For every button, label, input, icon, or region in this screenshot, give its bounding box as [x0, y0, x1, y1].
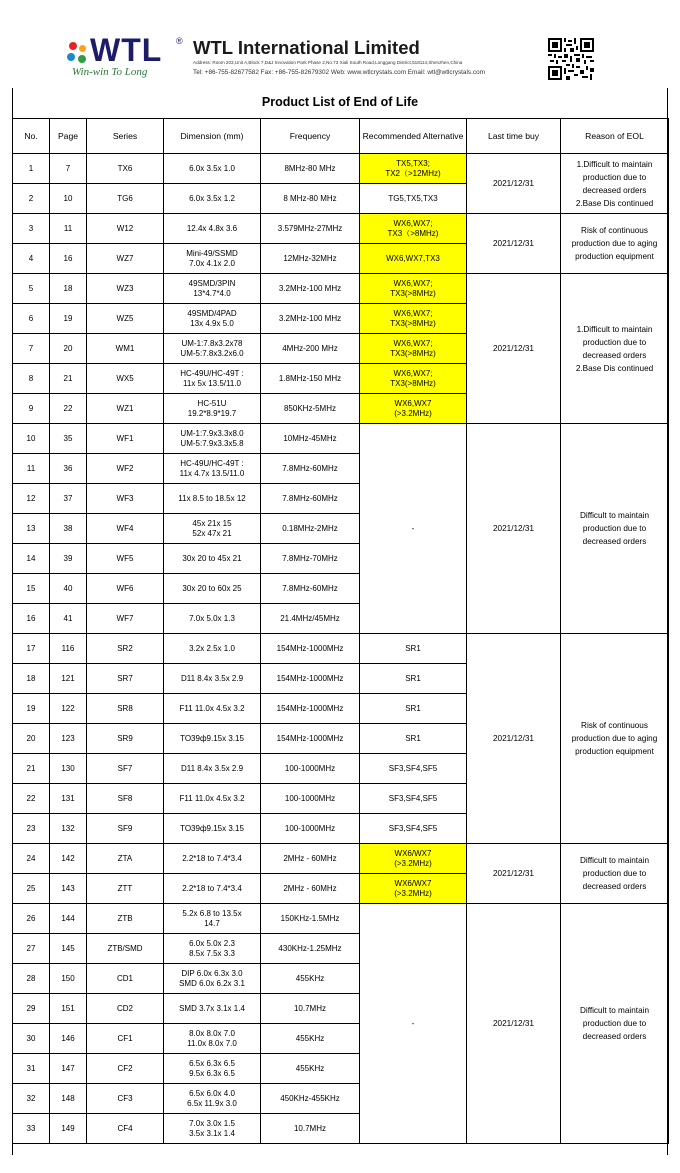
cell-dimension: 7.0x 5.0x 1.3: [164, 604, 261, 634]
cell-dimension: F11 11.0x 4.5x 3.2: [164, 694, 261, 724]
cell-page: 143: [50, 874, 87, 904]
cell-dimension: HC-49U/HC-49T : 11x 5x 13.5/11.0: [164, 364, 261, 394]
cell-dimension: 6.5x 6.0x 4.0 6.5x 11.9x 3.0: [164, 1084, 261, 1114]
cell-series: CD1: [87, 964, 164, 994]
cell-no: 4: [13, 244, 50, 274]
cell-page: 147: [50, 1054, 87, 1084]
cell-no: 19: [13, 694, 50, 724]
cell-page: 38: [50, 514, 87, 544]
cell-page: 149: [50, 1114, 87, 1144]
cell-reason-of-eol: Risk of continuous production due to aging production equipment: [561, 634, 669, 844]
table-row: [13, 214, 669, 244]
cell-dimension: UM-1:7.9x3.3x8.0 UM-5:7.9x3.3x5.8: [164, 424, 261, 454]
cell-frequency: 154MHz-1000MHz: [261, 694, 360, 724]
cell-no: 9: [13, 394, 50, 424]
cell-no: 32: [13, 1084, 50, 1114]
cell-no: 16: [13, 604, 50, 634]
cell-no: 12: [13, 484, 50, 514]
column-header-last-buy: Last time buy: [467, 119, 561, 154]
cell-dimension: SMD 3.7x 3.1x 1.4: [164, 994, 261, 1024]
cell-frequency: 7.8MHz-60MHz: [261, 574, 360, 604]
cell-no: 13: [13, 514, 50, 544]
cell-frequency: 0.18MHz-2MHz: [261, 514, 360, 544]
cell-page: 18: [50, 274, 87, 304]
cell-alternative: WX6,WX7; TX3(>8MHz): [360, 304, 467, 334]
cell-frequency: 8MHz-80 MHz: [261, 154, 360, 184]
table-row: [13, 274, 669, 304]
cell-dimension: 49SMD/3PIN 13*4.7*4.0: [164, 274, 261, 304]
cell-frequency: 100-1000MHz: [261, 754, 360, 784]
cell-no: 2: [13, 184, 50, 214]
cell-series: WF5: [87, 544, 164, 574]
wtl-logo: [66, 32, 186, 78]
cell-reason-of-eol: 1.Difficult to maintain production due to decreased orders 2.Base Dis continued: [561, 274, 669, 424]
cell-reason-of-eol: Risk of continuous production due to aging production equipment: [561, 214, 669, 274]
cell-no: 6: [13, 304, 50, 334]
cell-page: 21: [50, 364, 87, 394]
cell-series: CF4: [87, 1114, 164, 1144]
cell-frequency: 10.7MHz: [261, 1114, 360, 1144]
cell-frequency: 2MHz - 60MHz: [261, 844, 360, 874]
cell-page: 132: [50, 814, 87, 844]
cell-dimension: 12.4x 4.8x 3.6: [164, 214, 261, 244]
cell-page: 131: [50, 784, 87, 814]
table-row: [13, 424, 669, 454]
cell-frequency: 450KHz-455KHz: [261, 1084, 360, 1114]
cell-reason-of-eol: 1.Difficult to maintain production due to decreased orders 2.Base Dis continued: [561, 154, 669, 214]
company-contact: Tel: +86-755-82677582 Fax: +86-755-82679302 Web: www.wtlcrystals.com Email: wtl@wtlcrystals.com: [193, 69, 485, 76]
cell-page: 146: [50, 1024, 87, 1054]
cell-alternative: SR1: [360, 724, 467, 754]
cell-series: ZTT: [87, 874, 164, 904]
cell-series: WM1: [87, 334, 164, 364]
cell-frequency: 8 MHz-80 MHz: [261, 184, 360, 214]
cell-no: 11: [13, 454, 50, 484]
cell-alternative: SR1: [360, 664, 467, 694]
cell-page: 7: [50, 154, 87, 184]
cell-frequency: 10.7MHz: [261, 994, 360, 1024]
table-row: [13, 154, 669, 184]
cell-series: ZTA: [87, 844, 164, 874]
cell-reason-of-eol: Difficult to maintain production due to decreased orders: [561, 424, 669, 634]
cell-dimension: UM-1:7.8x3.2x78 UM-5:7.8x3.2x6.0: [164, 334, 261, 364]
column-header-reason: Reason of EOL: [561, 119, 669, 154]
cell-dimension: TO39ф9.15x 3.15: [164, 724, 261, 754]
cell-frequency: 430KHz-1.25MHz: [261, 934, 360, 964]
cell-no: 18: [13, 664, 50, 694]
cell-dimension: 6.5x 6.3x 6.5 9.5x 6.3x 6.5: [164, 1054, 261, 1084]
cell-no: 22: [13, 784, 50, 814]
cell-alternative: -: [360, 424, 467, 634]
cell-no: 20: [13, 724, 50, 754]
cell-no: 1: [13, 154, 50, 184]
cell-no: 30: [13, 1024, 50, 1054]
cell-no: 15: [13, 574, 50, 604]
cell-series: ZTB: [87, 904, 164, 934]
cell-no: 29: [13, 994, 50, 1024]
cell-dimension: 45x 21x 15 52x 47x 21: [164, 514, 261, 544]
cell-page: 22: [50, 394, 87, 424]
cell-page: 130: [50, 754, 87, 784]
cell-frequency: 850KHz-5MHz: [261, 394, 360, 424]
column-header-dimension: Dimension (mm): [164, 119, 261, 154]
cell-alternative: WX6,WX7; TX3(>8MHz): [360, 364, 467, 394]
page-title: Product List of End of Life: [261, 95, 419, 109]
cell-frequency: 3.2MHz-100 MHz: [261, 304, 360, 334]
cell-series: SR9: [87, 724, 164, 754]
cell-dimension: 11x 8.5 to 18.5x 12: [164, 484, 261, 514]
cell-series: SF9: [87, 814, 164, 844]
cell-no: 8: [13, 364, 50, 394]
cell-series: WZ7: [87, 244, 164, 274]
cell-alternative: SF3,SF4,SF5: [360, 814, 467, 844]
cell-dimension: 30x 20 to 45x 21: [164, 544, 261, 574]
cell-page: 151: [50, 994, 87, 1024]
cell-no: 24: [13, 844, 50, 874]
cell-series: WF3: [87, 484, 164, 514]
cell-page: 150: [50, 964, 87, 994]
cell-series: SF8: [87, 784, 164, 814]
cell-dimension: 5.2x 6.8 to 13.5x 14.7: [164, 904, 261, 934]
cell-series: SR7: [87, 664, 164, 694]
cell-page: 36: [50, 454, 87, 484]
column-header-no: No.: [13, 119, 50, 154]
cell-page: 35: [50, 424, 87, 454]
cell-series: WZ3: [87, 274, 164, 304]
cell-frequency: 150KHz-1.5MHz: [261, 904, 360, 934]
cell-frequency: 21.4MHz/45MHz: [261, 604, 360, 634]
cell-no: 7: [13, 334, 50, 364]
cell-series: WF6: [87, 574, 164, 604]
cell-no: 28: [13, 964, 50, 994]
cell-frequency: 1.8MHz-150 MHz: [261, 364, 360, 394]
cell-page: 142: [50, 844, 87, 874]
cell-series: WZ5: [87, 304, 164, 334]
cell-no: 25: [13, 874, 50, 904]
cell-page: 19: [50, 304, 87, 334]
cell-page: 123: [50, 724, 87, 754]
cell-alternative: WX6,WX7; TX3（>8MHz): [360, 214, 467, 244]
cell-dimension: 6.0x 5.0x 2.3 8.5x 7.5x 3.3: [164, 934, 261, 964]
cell-page: 144: [50, 904, 87, 934]
cell-last-time-buy: 2021/12/31: [467, 634, 561, 844]
cell-series: WX5: [87, 364, 164, 394]
cell-series: WF4: [87, 514, 164, 544]
cell-dimension: DIP 6.0x 6.3x 3.0 SMD 6.0x 6.2x 3.1: [164, 964, 261, 994]
document-header: [0, 0, 680, 88]
cell-frequency: 3.2MHz-100 MHz: [261, 274, 360, 304]
qr-code-icon: [548, 38, 594, 80]
cell-alternative: WX6,WX7,TX3: [360, 244, 467, 274]
cell-alternative: WX6,WX7; TX3(>8MHz): [360, 274, 467, 304]
cell-series: WF1: [87, 424, 164, 454]
table-row: [13, 844, 669, 874]
logo-text: WTL: [90, 32, 163, 68]
cell-alternative: SF3,SF4,SF5: [360, 754, 467, 784]
cell-last-time-buy: 2021/12/31: [467, 274, 561, 424]
cell-frequency: 455KHz: [261, 964, 360, 994]
cell-frequency: 2MHz - 60MHz: [261, 874, 360, 904]
column-header-series: Series: [87, 119, 164, 154]
cell-no: 26: [13, 904, 50, 934]
cell-frequency: 7.8MHz-60MHz: [261, 454, 360, 484]
cell-page: 122: [50, 694, 87, 724]
cell-series: CF1: [87, 1024, 164, 1054]
table-header-row: [13, 119, 669, 154]
cell-frequency: 455KHz: [261, 1024, 360, 1054]
cell-dimension: 2.2*18 to 7.4*3.4: [164, 874, 261, 904]
cell-no: 3: [13, 214, 50, 244]
cell-last-time-buy: 2021/12/31: [467, 904, 561, 1144]
cell-series: CD2: [87, 994, 164, 1024]
logo-registered-mark: ®: [176, 36, 183, 46]
cell-dimension: 6.0x 3.5x 1.0: [164, 154, 261, 184]
cell-page: 41: [50, 604, 87, 634]
logo-tagline: Win-win To Long: [72, 66, 148, 78]
cell-dimension: Mini-49/SSMD 7.0x 4.1x 2.0: [164, 244, 261, 274]
cell-reason-of-eol: Difficult to maintain production due to decreased orders: [561, 904, 669, 1144]
table-body: [13, 154, 669, 1144]
cell-alternative: WX6,WX7 (>3.2MHz): [360, 394, 467, 424]
cell-page: 116: [50, 634, 87, 664]
cell-reason-of-eol: Difficult to maintain production due to decreased orders: [561, 844, 669, 904]
cell-no: 33: [13, 1114, 50, 1144]
cell-dimension: D11 8.4x 3.5x 2.9: [164, 754, 261, 784]
cell-frequency: 3.579MHz-27MHz: [261, 214, 360, 244]
cell-frequency: 154MHz-1000MHz: [261, 634, 360, 664]
cell-last-time-buy: 2021/12/31: [467, 844, 561, 904]
cell-dimension: 2.2*18 to 7.4*3.4: [164, 844, 261, 874]
cell-page: 37: [50, 484, 87, 514]
cell-page: 121: [50, 664, 87, 694]
cell-page: 10: [50, 184, 87, 214]
cell-series: TX6: [87, 154, 164, 184]
cell-series: WF7: [87, 604, 164, 634]
cell-series: SR8: [87, 694, 164, 724]
table-row: [13, 634, 669, 664]
company-name: WTL International Limited: [193, 37, 420, 58]
cell-series: W12: [87, 214, 164, 244]
cell-series: WZ1: [87, 394, 164, 424]
cell-alternative: -: [360, 904, 467, 1144]
cell-alternative: WX6/WX7 (>3.2MHz): [360, 874, 467, 904]
cell-alternative: TX5,TX3; TX2（>12MHz): [360, 154, 467, 184]
cell-frequency: 7.8MHz-60MHz: [261, 484, 360, 514]
cell-alternative: SF3,SF4,SF5: [360, 784, 467, 814]
cell-page: 20: [50, 334, 87, 364]
cell-last-time-buy: 2021/12/31: [467, 154, 561, 214]
cell-frequency: 10MHz-45MHz: [261, 424, 360, 454]
cell-page: 16: [50, 244, 87, 274]
cell-series: WF2: [87, 454, 164, 484]
cell-series: CF3: [87, 1084, 164, 1114]
cell-no: 23: [13, 814, 50, 844]
cell-dimension: 3.2x 2.5x 1.0: [164, 634, 261, 664]
cell-frequency: 7.8MHz-70MHz: [261, 544, 360, 574]
cell-no: 17: [13, 634, 50, 664]
eol-product-table: [12, 118, 669, 1144]
cell-page: 40: [50, 574, 87, 604]
cell-dimension: 8.0x 8.0x 7.0 11.0x 8.0x 7.0: [164, 1024, 261, 1054]
cell-no: 10: [13, 424, 50, 454]
cell-page: 11: [50, 214, 87, 244]
cell-frequency: 4MHz-200 MHz: [261, 334, 360, 364]
cell-last-time-buy: 2021/12/31: [467, 214, 561, 274]
cell-no: 14: [13, 544, 50, 574]
cell-dimension: D11 8.4x 3.5x 2.9: [164, 664, 261, 694]
cell-frequency: 154MHz-1000MHz: [261, 664, 360, 694]
cell-alternative: TG5,TX5,TX3: [360, 184, 467, 214]
cell-dimension: 49SMD/4PAD 13x 4.9x 5.0: [164, 304, 261, 334]
cell-no: 5: [13, 274, 50, 304]
cell-dimension: HC-51U 19.2*8.9*19.7: [164, 394, 261, 424]
cell-page: 148: [50, 1084, 87, 1114]
cell-dimension: 7.0x 3.0x 1.5 3.5x 3.1x 1.4: [164, 1114, 261, 1144]
cell-page: 145: [50, 934, 87, 964]
cell-series: ZTB/SMD: [87, 934, 164, 964]
cell-dimension: TO39ф9.15x 3.15: [164, 814, 261, 844]
cell-dimension: F11 11.0x 4.5x 3.2: [164, 784, 261, 814]
cell-frequency: 154MHz-1000MHz: [261, 724, 360, 754]
cell-dimension: 6.0x 3.5x 1.2: [164, 184, 261, 214]
company-address: Address: Room 203,Unit A,Block 7,D&J Innovation Park Phase 2,No.73 Xiali South Road,Longgang District,518114,Shenzhen,China: [193, 60, 463, 65]
cell-frequency: 12MHz-32MHz: [261, 244, 360, 274]
column-header-alternative: Recommended Alternative: [360, 119, 467, 154]
cell-series: SR2: [87, 634, 164, 664]
cell-alternative: WX6/WX7 (>3.2MHz): [360, 844, 467, 874]
cell-alternative: SR1: [360, 634, 467, 664]
cell-series: SF7: [87, 754, 164, 784]
column-header-page: Page: [50, 119, 87, 154]
cell-frequency: 100-1000MHz: [261, 784, 360, 814]
cell-series: TG6: [87, 184, 164, 214]
cell-no: 21: [13, 754, 50, 784]
cell-alternative: WX6,WX7; TX3(>8MHz): [360, 334, 467, 364]
cell-alternative: SR1: [360, 694, 467, 724]
cell-dimension: HC-49U/HC-49T : 11x 4.7x 13.5/11.0: [164, 454, 261, 484]
cell-frequency: 455KHz: [261, 1054, 360, 1084]
cell-page: 39: [50, 544, 87, 574]
cell-frequency: 100-1000MHz: [261, 814, 360, 844]
logo-dots-icon: [66, 40, 92, 66]
cell-series: CF2: [87, 1054, 164, 1084]
table-row: [13, 904, 669, 934]
column-header-frequency: Frequency: [261, 119, 360, 154]
cell-last-time-buy: 2021/12/31: [467, 424, 561, 634]
cell-no: 31: [13, 1054, 50, 1084]
cell-no: 27: [13, 934, 50, 964]
cell-dimension: 30x 20 to 60x 25: [164, 574, 261, 604]
